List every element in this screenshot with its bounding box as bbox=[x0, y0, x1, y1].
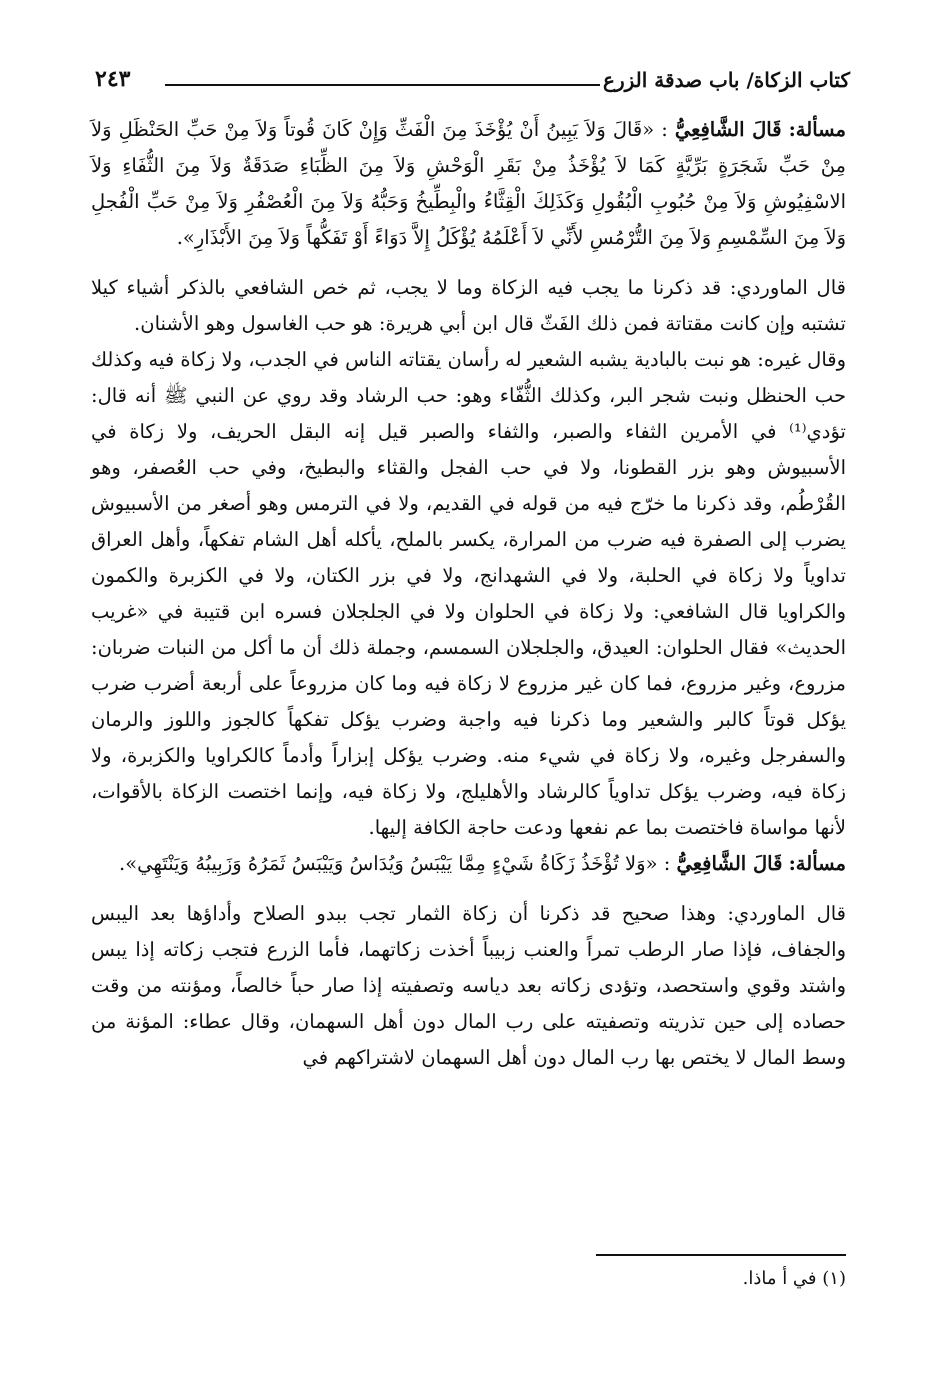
issue-label: مسألة: bbox=[788, 118, 846, 141]
running-header bbox=[95, 60, 850, 100]
issue-paragraph bbox=[91, 112, 846, 256]
issue-paragraph bbox=[91, 846, 846, 882]
speaker-name: قَالَ الشَّافِعِيُّ bbox=[676, 852, 783, 875]
issue-quote: : «وَلا تُؤْخَذُ زَكَاةُ شَيْءٍ مِمَّا يَيْبَسُ وَيُدَاسُ وَيَيْبَسُ ثَمَرُهُ وَزَبِيبُهُ وَيَنْتَهِي». bbox=[119, 852, 671, 875]
issue-quote: : «قَالَ وَلاَ يَبِينُ أَنْ يُؤْخَذَ مِنَ الْفَثِّ وَإِنْ كَانَ قُوتاً وَلاَ مِنْ حَبِّ الحَنْظَلِ وَلاَ مِنْ حَبِّ شَجَرَةٍ بَرِّيَّةٍ كَمَا لاَ يُؤْخَذُ مِنْ بَقَرِ الْوَحْشِ وَلاَ مِنَ الظِّبَاءِ صَدَقَةٌ وَلاَ مِنَ الثُّفَاءِ وَلاَ الاسْفِيُوشِ وَلاَ مِنْ حُبُوبِ الْبُقُولِ وَكَذَلِكَ الْقِثَّاءُ والْبِطِّيخُ وَحَبُّهُ وَلاَ مِنَ الْعُصْفُرِ وَلاَ مِنْ حَبِّ الْفُجلِ وَلاَ مِنَ السِّمْسِمِ وَلاَ مِنَ التُّرْمُسِ لأَنِّي لاَ أَعْلَمُهُ يُؤْكَلُ إِلاَّ دَوَاءً أَوْ تَفَكُّهاً وَلاَ مِنَ الأَبْذَارِ». bbox=[91, 118, 846, 249]
issue-label: مسألة: bbox=[788, 852, 846, 875]
page-number: ٢٤٣ bbox=[95, 66, 131, 92]
footnote-rule bbox=[596, 1254, 846, 1256]
speaker-name: قَالَ الشَّافِعِيُّ bbox=[674, 118, 782, 141]
commentary-paragraph: وقال غيره: هو نبت بالبادية يشبه الشعير له رأسان يقتاته الناس في الجدب، ولا زكاة فيه وكذلك حب الحنظل ونبت شجر البر، وكذلك الثُّفّاء وهو: حب الرشاد وقد روي عن النبي ﷺ أنه قال: تؤدي⁽¹⁾ في الأمرين الثفاء والصبر، والثفاء والصبر قيل إنه البقل الحريف، ولا زكاة في الأسبيوش وهو بزر القطونا، ولا في حب الفجل والقثاء والبطيخ، وفي حب العُصفر، وهو القُرْطُم، وقد ذكرنا ما خرّج فيه من قوله في القديم، ولا في الترمس وهو أصغر من الأسبيوش يضرب إلى الصفرة فيه ضرب من المرارة، يكسر بالملح، يأكله أهل الشام تفكهاً، وأهل العراق تداوياً ولا زكاة في الحلبة، ولا في الشهدانج، ولا في بزر الكتان، ولا في الكزبرة والكمون والكراويا قال الشافعي: ولا زكاة في الحلوان ولا في الجلجلان فسره ابن قتيبة في «غريب الحديث» فقال الحلوان: العيدق، والجلجلان السمسم، وجملة ذلك أن ما أكل من النبات ضربان: مزروع، وغير مزروع، فما كان غير مزروع لا زكاة فيه وما كان مزروعاً على أربعة أضرب ضرب يؤكل قوتاً كالبر والشعير وما ذكرنا فيه واجبة وضرب يؤكل تفكهاً كالجوز واللوز والرمان والسفرجل وغيره، ولا زكاة في شيء منه. وضرب يؤكل إبزاراً وأدماً كالكراويا والكزبرة، ولا زكاة فيه، وضرب يؤكل تداوياً كالرشاد والأهليلج، ولا زكاة فيه، وإنما اختصت الزكاة بالأقوات، لأنها مواساة فاختصت بما عم نفعها ودعت حاجة الكافة إليها. bbox=[91, 348, 846, 839]
commentary-paragraph: قال الماوردي: قد ذكرنا ما يجب فيه الزكاة وما لا يجب، ثم خص الشافعي بالذكر أشياء كيلا تشتبه وإن كانت مقتاتة فمن ذلك الفَثّ قال ابن أبي هريرة: هو حب الغاسول وهو الأشنان. bbox=[91, 276, 846, 335]
commentary-paragraph: قال الماوردي: وهذا صحيح قد ذكرنا أن زكاة الثمار تجب ببدو الصلاح وأداؤها بعد اليبس والجفاف، فإذا صار الرطب تمراً والعنب زبيباً أخذت زكاتهما، فأما الزرع فتجب زكاته إذا يبس واشتد وقوي واستحصد، وتؤدى زكاته بعد دياسه وتصفيته إذا صار حباً خالصاً، ومؤنته من وقت حصاده إلى حين تذريته وتصفيته على رب المال دون أهل السهمان، وقال عطاء: المؤنة من وسط المال لا يختص بها رب المال دون أهل السهمان لاشتراكهم في bbox=[91, 902, 846, 1069]
footnote: (١) في أ ماذا. bbox=[742, 1268, 846, 1289]
main-text bbox=[91, 112, 846, 1076]
header-rule bbox=[165, 84, 600, 86]
chapter-title: كتاب الزكاة/ باب صدقة الزرع bbox=[603, 68, 850, 92]
